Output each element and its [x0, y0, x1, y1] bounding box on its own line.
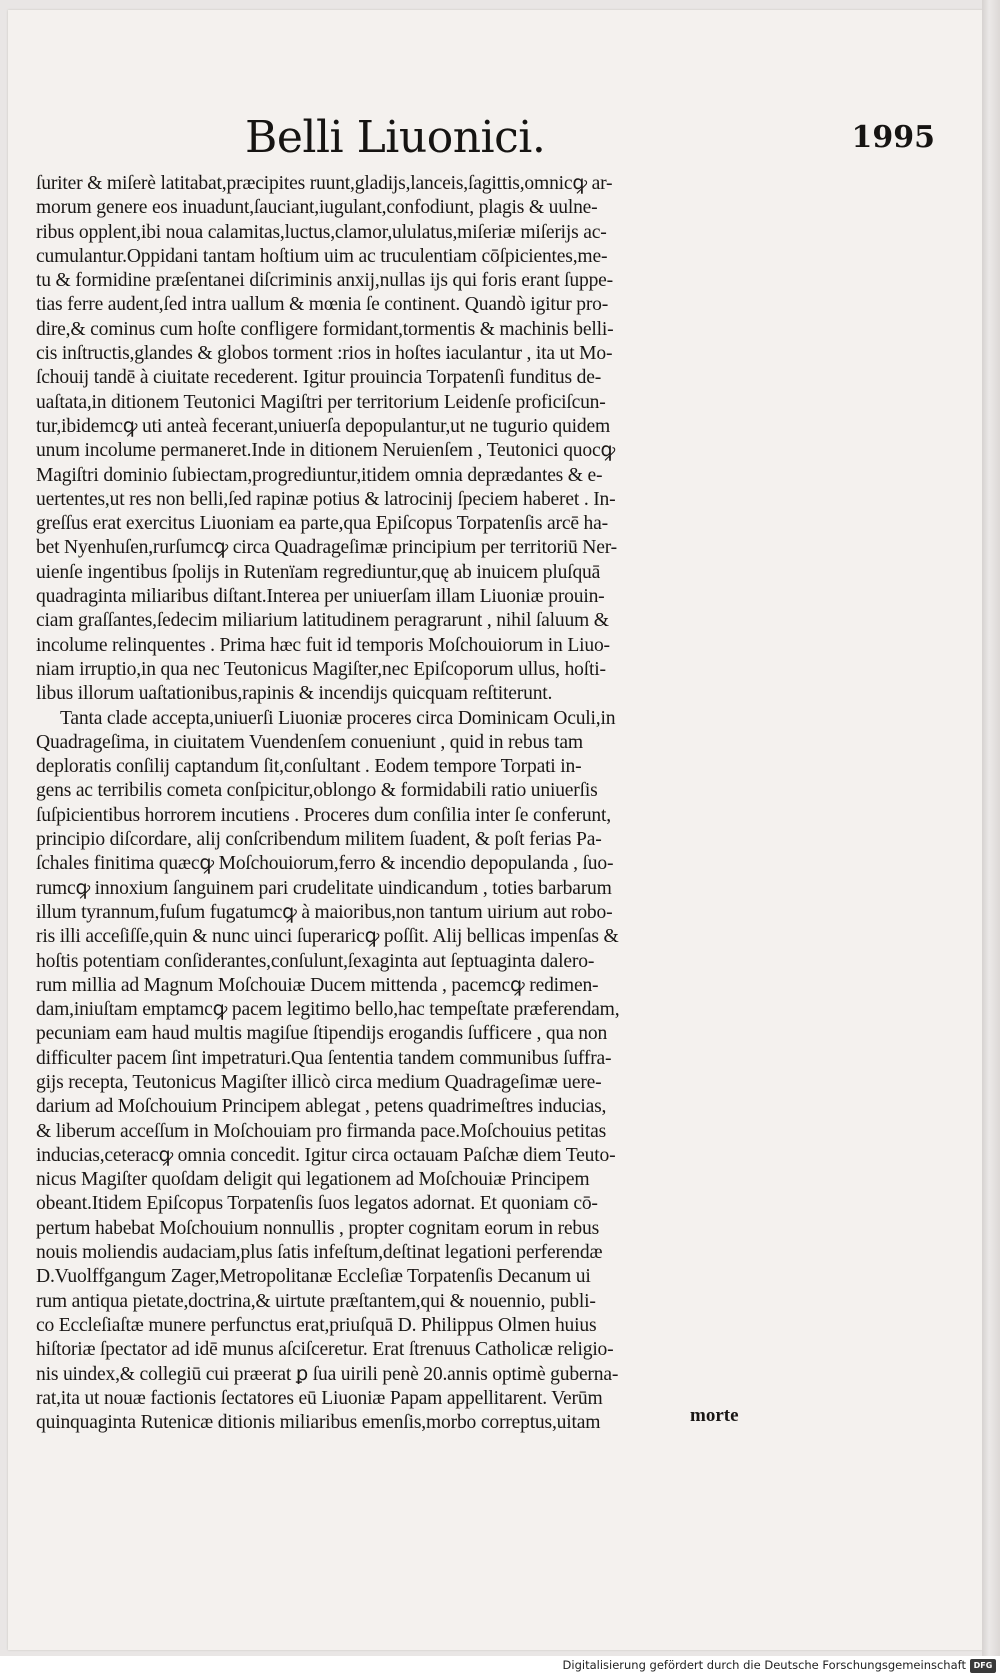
page-edge [982, 0, 1000, 1656]
text-line: cumulantur.Oppidani tantam hoſtium uim ac truculentiam cōſpicientes,me- [36, 245, 608, 267]
text-line: ſuriter & miſerè latitabat,præcipites ruunt,gladijs,lanceis,ſagittis,omnicꝙ ar- [36, 173, 613, 194]
text-line: principio diſcordare, alij conſcribendum militem ſuadent, & poſt ferias Pa- [36, 829, 602, 851]
text-line: libus illorum uaſtationibus,rapinis & incendijs quicquam reſtiterunt. [36, 683, 553, 705]
text-line: ſchouij tandē à ciuitate recederent. Igitur prouincia Torpatenſi funditus de- [36, 367, 602, 389]
funding-credit: Digitalisierung gefördert durch die Deutsche Forschungsgemeinschaft [562, 1658, 966, 1672]
text-line: unum incolume permaneret.Inde in ditionem Neruienſem , Teutonici quocꝙ [36, 440, 616, 462]
text-line: co Eccleſiaſtæ munere perfunctus erat,priuſquā D. Philippus Olmen huius [36, 1314, 597, 1336]
text-line: gens ac terribilis cometa conſpicitur,oblongo & formidabili ratio uniuerſis [36, 780, 598, 802]
running-title: Belli Liuonici. [245, 112, 546, 163]
text-line: uertentes,ut res non belli,ſed rapinæ potius & latrocinij ſpeciem haberet . In- [36, 488, 616, 510]
text-line: gijs recepta, Teutonicus Magiſter illicò circa medium Quadrageſimæ uere- [36, 1071, 602, 1093]
text-line: tias ferre audent,ſed intra uallum & mœnia ſe continent. Quandò igitur pro- [36, 294, 609, 316]
text-line: uaſtata,in ditionem Teutonici Magiſtri per territorium Leidenſe proficiſcun- [36, 391, 606, 413]
text-line: nouis moliendis audaciam,plus ſatis infeſtum,deſtinat legationi perferendæ [36, 1242, 603, 1264]
text-line: rum millia ad Magnum Moſchouiæ Ducem mittenda , pacemcꝙ redimen- [36, 974, 599, 996]
text-line: Magiſtri dominio ſubiectam,progrediuntur,itidem omnia deprædantes & e- [36, 464, 603, 486]
text-line: pertum habebat Moſchouium nonnullis , propter cognitam eorum in rebus [36, 1217, 600, 1239]
text-line: nicus Magiſter quoſdam deligit qui legationem ad Moſchouiæ Principem [36, 1169, 590, 1191]
text-line: deploratis conſilij captandum ſit,conſultant . Eodem tempore Torpati in- [36, 756, 582, 778]
text-line: ſchales finitima quæcꝙ Moſchouiorum,ferro & incendio depopulanda , ſuo- [36, 853, 614, 875]
text-line: niam irruptio,in qua nec Teutonicus Magiſter,nec Epiſcoporum ullus, hoſti- [36, 658, 606, 680]
catchword: morte [690, 1405, 739, 1426]
text-line: ris illi acceſiſſe,quin & nunc uinci ſuperaricꝙ poſſit. Alij bellicas impenſas & [36, 926, 619, 948]
text-line: illum tyrannum,fuſum fugatumcꝙ à maioribus,non tantum uirium aut robo- [36, 901, 613, 923]
text-line: bet Nyenhuſen,rurſumcꝙ circa Quadrageſimæ principium per territoriū Ner- [36, 537, 617, 559]
text-line: ciam graſſantes,ſedecim miliarium latitudinem peragrarunt , nihil ſaluum & [36, 610, 609, 632]
text-line: tur,ibidemcꝙ uti anteà fecerant,uniuerſa depopulantur,ut ne tugurio quidem [36, 415, 610, 437]
text-line: dam,iniuſtam emptamcꝙ pacem legitimo bello,hac tempeſtate præferendam, [36, 999, 620, 1021]
text-line: & liberum acceſſum in Moſchouiam pro firmanda pace.Moſchouius petitas [36, 1120, 607, 1142]
text-line: ribus opplent,ibi noua calamitas,luctus,clamor,ululatus,miſeriæ miſerijs ac- [36, 221, 607, 243]
text-line: rat,ita ut nouæ factionis ſectatores eū Liuoniæ Papam appellitarent. Verūm [36, 1387, 603, 1409]
text-line: inducias,ceteracꝙ omnia concedit. Igitur circa octauam Paſchæ diem Teuto- [36, 1144, 616, 1166]
body-text [36, 172, 768, 1435]
text-line: rum antiqua pietate,doctrina,& uirtute præſtantem,qui & nouennio, publi- [36, 1290, 596, 1312]
text-line: incolume relinquentes . Prima hæc fuit id temporis Moſchouiorum in Liuo- [36, 634, 610, 656]
text-line: hiſtoriæ ſpectator ad idē munus aſciſceretur. Erat ſtrenuus Catholicæ religio- [36, 1339, 614, 1361]
text-line: quadraginta miliaribus diſtant.Interea per uniuerſam illam Liuoniæ prouin- [36, 586, 605, 608]
footer-bar [0, 1656, 1000, 1678]
text-line: dire,& cominus cum hoſte confligere formidant,tormentis & machinis belli- [36, 318, 614, 340]
text-line: rumcꝙ innoxium ſanguinem pari crudelitate uindicandum , toties barbarum [36, 877, 612, 899]
text-line: ſuſpicientibus horrorem incutiens . Proceres dum conſilia inter ſe conferunt, [36, 804, 611, 826]
text-line: tu & formidine præſentanei diſcriminis anxij,nullas ijs qui foris erant ſuppe- [36, 270, 613, 292]
text-line: obeant.Itidem Epiſcopus Torpatenſis ſuos legatos adornat. Et quoniam cō- [36, 1193, 598, 1215]
text-line: nis uindex,& collegiū cui præerat ꝑ ſua uirili penè 20.annis optimè guberna- [36, 1363, 619, 1385]
text-line: D.Vuolffgangum Zager,Metropolitanæ Eccleſiæ Torpatenſis Decanum ui [36, 1266, 591, 1288]
text-line: pecuniam eam haud multis magiſue ſtipendijs erogandis ſufficere , qua non [36, 1023, 608, 1045]
text-line: greſſus erat exercitus Liuoniam ea parte,qua Epiſcopus Torpatenſis arcē ha- [36, 513, 608, 535]
dfg-logo: DFG [970, 1659, 996, 1673]
folio-number: 1995 [851, 120, 935, 155]
text-line: Tanta clade accepta,uniuerſi Liuoniæ proceres circa Dominicam Oculi,in [60, 707, 616, 729]
text-line: darium ad Moſchouium Principem ablegat , petens quadrimeſtres inducias, [36, 1096, 607, 1118]
text-line: Quadrageſima, in ciuitatem Vuendenſem conueniunt , quid in rebus tam [36, 731, 583, 753]
text-line: cis inſtructis,glandes & globos torment :rios in hoſtes iaculantur , ita ut Mo- [36, 343, 613, 365]
text-line: quinquaginta Rutenicæ ditionis miliaribus emenſis,morbo correptus,uitam [36, 1412, 601, 1434]
text-line: hoſtis potentiam conſiderantes,conſulunt,ſexaginta aut ſeptuaginta dalero- [36, 950, 595, 972]
text-line: morum genere eos inuadunt,ſauciant,iugulant,confodiunt, plagis & uulne- [36, 197, 598, 219]
text-line: uienſe ingentibus ſpolijs in Rutenïam regrediuntur,quę ab inuicem pluſquā [36, 561, 601, 583]
running-header [245, 112, 935, 172]
text-line: difficulter pacem ſint impetraturi.Qua ſententia tandem communibus ſuffra- [36, 1047, 612, 1069]
